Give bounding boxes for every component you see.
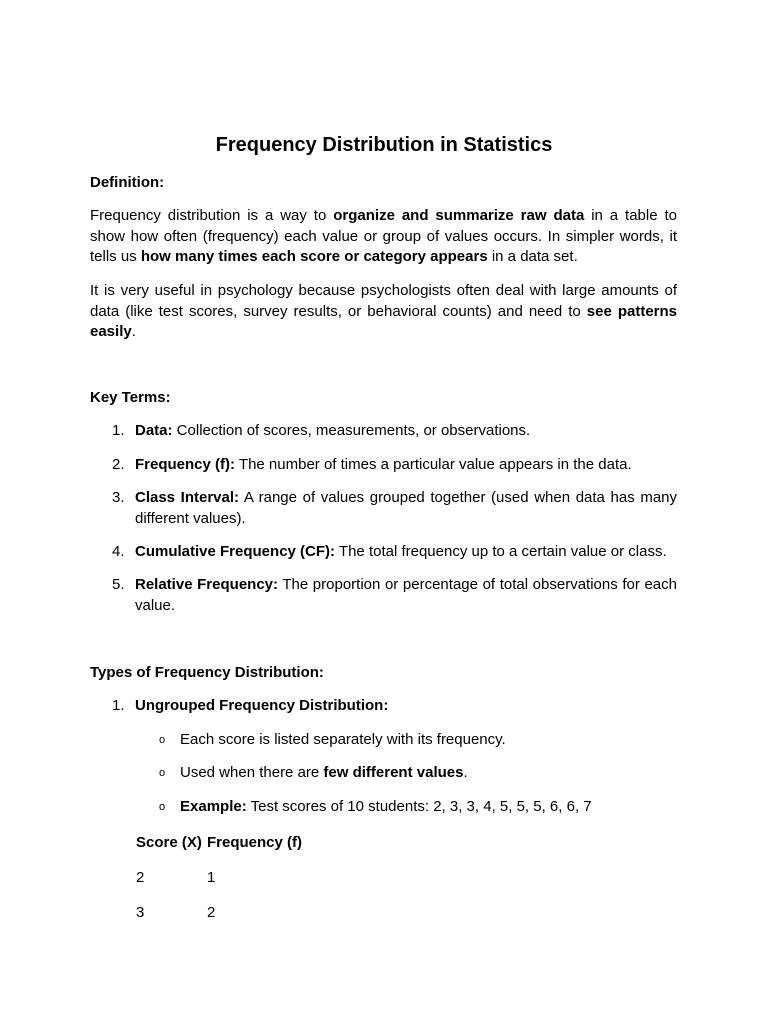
- definition-heading: Definition:: [90, 174, 165, 191]
- bold-text: how many times each score or category appears: [140, 248, 488, 265]
- text-run: in a data set.: [487, 248, 578, 265]
- term-description: Collection of scores, measurements, or observations.: [172, 422, 531, 439]
- text-run: Frequency distribution is a way to: [90, 207, 334, 224]
- bullet-marker: o: [159, 767, 166, 779]
- table-cell: 3: [136, 904, 145, 921]
- definition-paragraph-1: [90, 206, 677, 268]
- list-item-data: [135, 421, 677, 442]
- list-number: 3.: [112, 489, 125, 506]
- term-label: Relative Frequency:: [135, 576, 278, 593]
- list-number: 2.: [112, 456, 125, 473]
- key-terms-heading: Key Terms:: [90, 389, 171, 406]
- table-header-frequency: Frequency (f): [207, 834, 303, 851]
- table-cell: 2: [136, 869, 145, 886]
- term-description: The total frequency up to a certain value or class.: [335, 543, 667, 560]
- table-header-score: Score (X): [136, 834, 202, 851]
- bullet-item: [180, 763, 677, 784]
- bold-text: Example:: [180, 798, 247, 815]
- term-description: The proportion or percentage of total observations for each value.: [135, 576, 677, 614]
- term-description: The number of times a particular value appears in the data.: [235, 456, 632, 473]
- text-run: in a table to show how often (frequency) each value or group of values occurs. In simpler words, it tells us: [90, 207, 677, 265]
- list-number: 4.: [112, 543, 125, 560]
- list-item-frequency: [135, 455, 677, 476]
- bold-text: see patterns easily: [90, 302, 678, 340]
- definition-paragraph-2: [90, 281, 677, 343]
- list-number: 1.: [112, 422, 125, 439]
- list-item-relative-frequency: [135, 575, 677, 616]
- types-heading: Types of Frequency Distribution:: [90, 664, 324, 681]
- term-label: Class Interval:: [135, 489, 240, 506]
- bold-text: few different values: [323, 764, 464, 781]
- table-cell: 1: [207, 869, 216, 886]
- bullet-marker: o: [159, 801, 166, 813]
- term-label: Data:: [135, 422, 173, 439]
- bullet-marker: o: [159, 734, 166, 746]
- term-description: A range of values grouped together (used when data has many different values).: [135, 489, 677, 527]
- text-run: Test scores of 10 students: 2, 3, 3, 4, 5, 5, 5, 6, 6, 7: [246, 798, 592, 815]
- list-item-cumulative-frequency: [135, 542, 677, 563]
- page-title: Frequency Distribution in Statistics: [215, 134, 553, 156]
- text-run: It is very useful in psychology because psychologists often deal with large amounts of data (like test scores, survey results, or behavioral counts) and need to: [90, 282, 677, 320]
- text-run: .: [131, 323, 136, 340]
- bullet-item: Each score is listed separately with its frequency.: [180, 731, 506, 748]
- text-run: .: [463, 764, 468, 781]
- list-number: 1.: [112, 697, 125, 714]
- list-item-class-interval: [135, 488, 677, 529]
- bold-text: organize and summarize raw data: [333, 207, 585, 224]
- list-number: 5.: [112, 576, 125, 593]
- text-run: Used when there are: [180, 764, 324, 781]
- bullet-item: [180, 797, 677, 818]
- list-item-ungrouped: Ungrouped Frequency Distribution:: [135, 697, 389, 714]
- term-label: Cumulative Frequency (CF):: [135, 543, 336, 560]
- table-cell: 2: [207, 904, 216, 921]
- term-label: Frequency (f):: [135, 456, 236, 473]
